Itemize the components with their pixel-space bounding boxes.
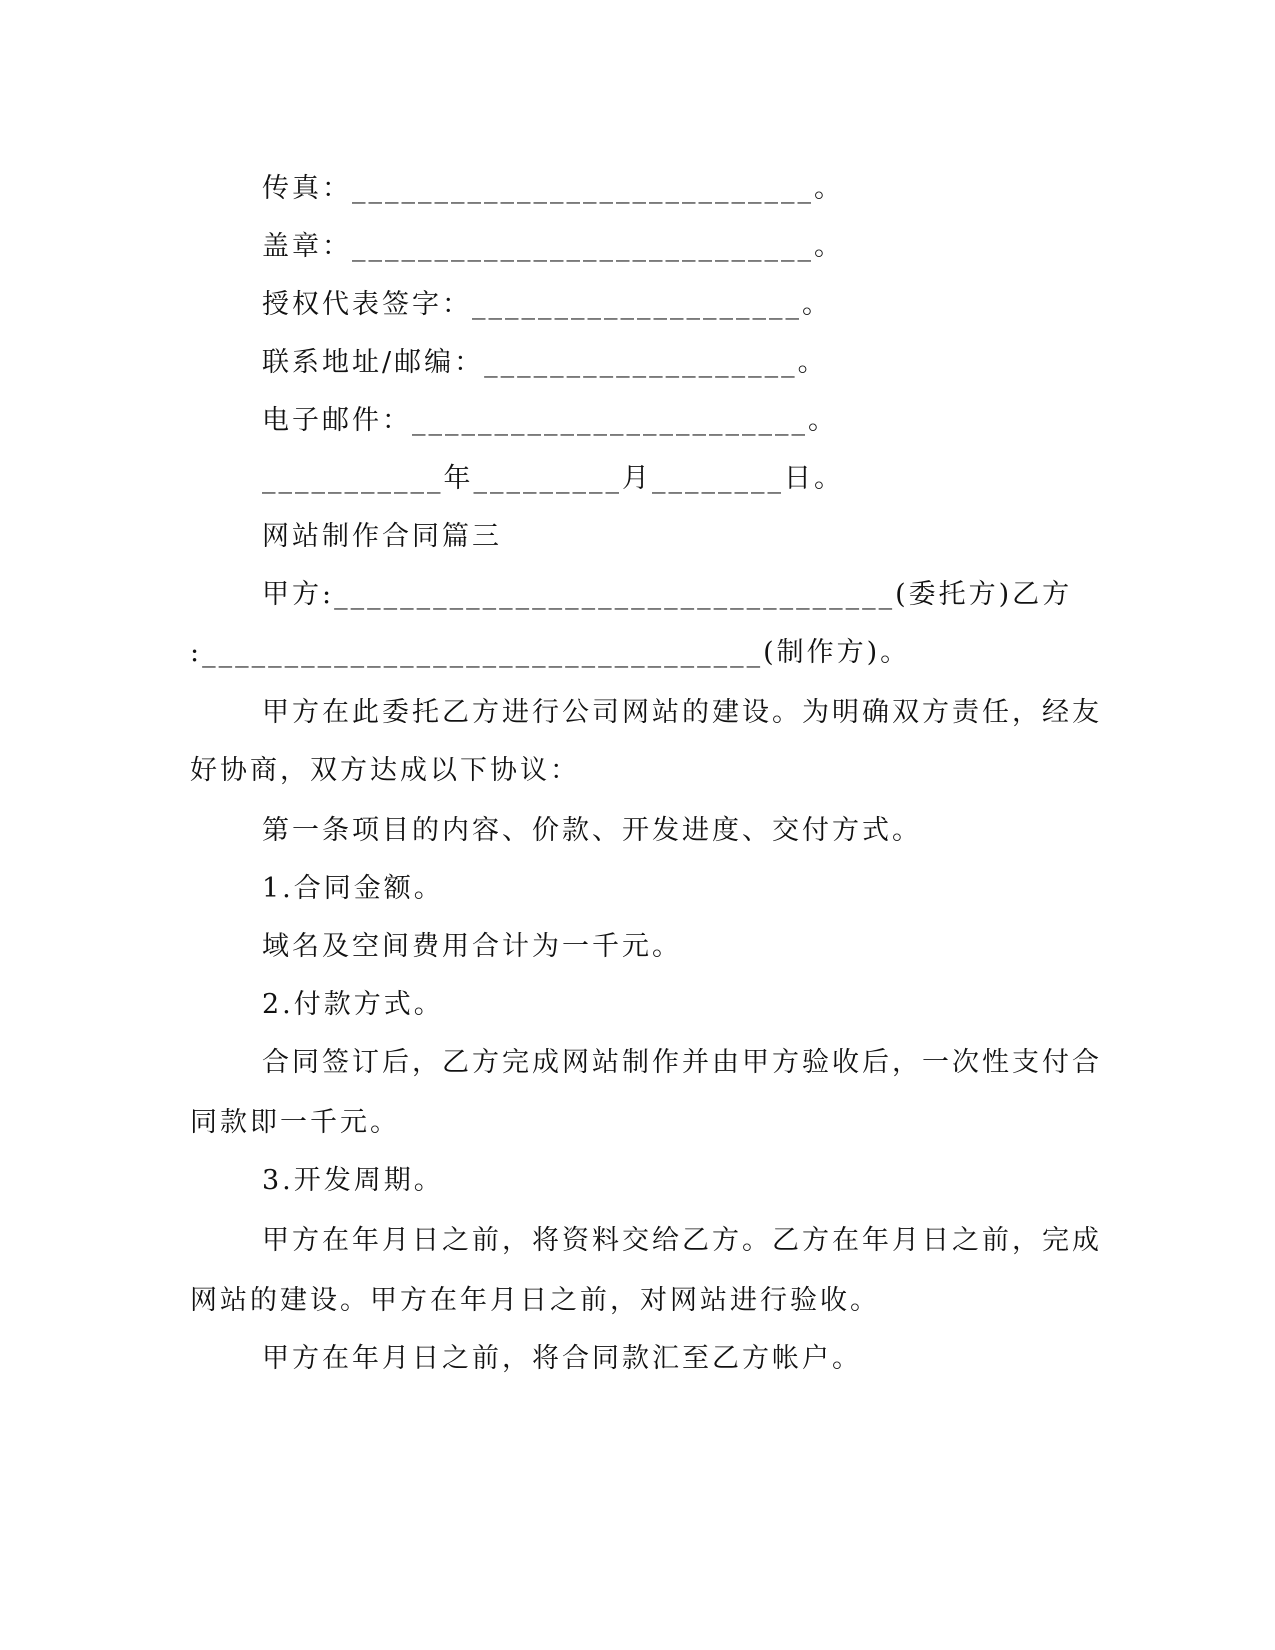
fax-field-line: 传真：____________________________。 [262, 173, 844, 204]
paragraph-amount: 域名及空间费用合计为一千元。 [262, 931, 682, 962]
email-field-line: 电子邮件：________________________。 [262, 405, 838, 436]
item-dev-period: 3.开发周期。 [262, 1165, 444, 1196]
paragraph-payment-1: 合同签订后，乙方完成网站制作并由甲方验收后，一次性支付合 [262, 1047, 1102, 1078]
paragraph-schedule-1: 甲方在年月日之前，将资料交给乙方。乙方在年月日之前，完成 [262, 1225, 1102, 1256]
item-payment-method: 2.付款方式。 [262, 989, 444, 1020]
section-title: 网站制作合同篇三 [262, 521, 502, 552]
date-field-line: ___________年_________月________日。 [262, 463, 844, 494]
party-b-line: :__________________________________(制作方)。 [190, 637, 911, 668]
seal-field-line: 盖章：____________________________。 [262, 231, 844, 262]
item-contract-amount: 1.合同金额。 [262, 873, 444, 904]
paragraph-payment-2: 同款即一千元。 [190, 1107, 400, 1138]
paragraph-intro-1: 甲方在此委托乙方进行公司网站的建设。为明确双方责任，经友 [262, 697, 1102, 728]
paragraph-schedule-2: 网站的建设。甲方在年月日之前，对网站进行验收。 [190, 1285, 880, 1316]
signature-field-line: 授权代表签字：____________________。 [262, 289, 832, 320]
article-one-heading: 第一条项目的内容、价款、开发进度、交付方式。 [262, 815, 922, 846]
party-a-line: 甲方:__________________________________(委托方)乙方 [262, 579, 1073, 610]
paragraph-transfer: 甲方在年月日之前，将合同款汇至乙方帐户。 [262, 1343, 862, 1374]
paragraph-intro-2: 好协商，双方达成以下协议： [190, 755, 580, 786]
address-field-line: 联系地址/邮编：___________________。 [262, 347, 828, 378]
